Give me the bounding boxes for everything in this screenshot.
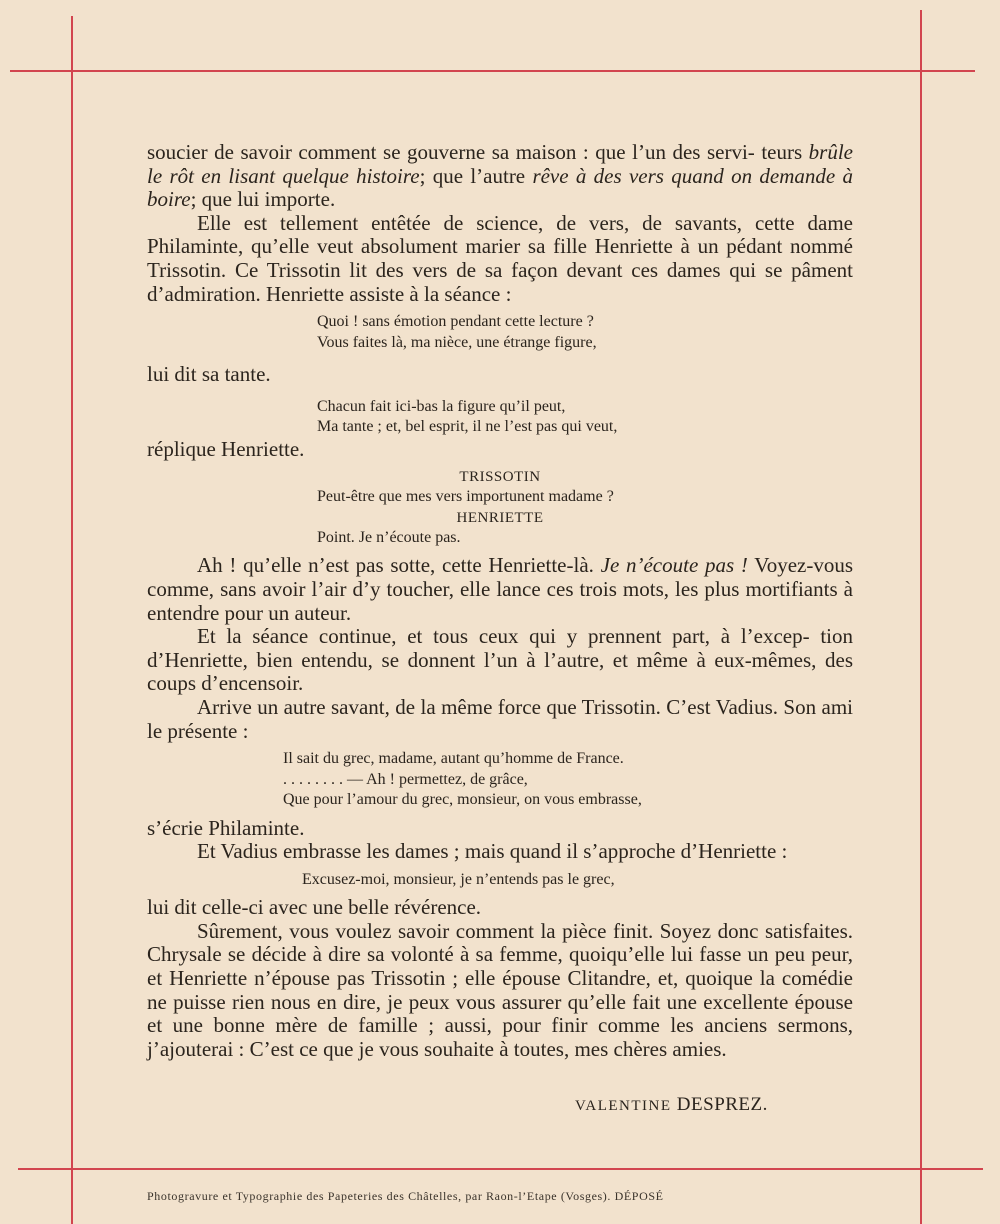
left-rule xyxy=(71,16,73,1224)
verse-line: Point. Je n’écoute pas. xyxy=(317,528,461,546)
verse-line: Ma tante ; et, bel esprit, il ne l’est pas qui veut, xyxy=(317,418,618,436)
paragraph-1: soucier de savoir comment se gouverne sa maison : que l’un des servi- teurs brûle le rôt en lisant quelque histoire; que l’autre rêve à des vers quand on demande à boire; que lui importe. xyxy=(147,140,854,212)
author-last-name: DESPREZ. xyxy=(676,1094,768,1115)
verse-line: Que pour l’amour du grec, monsieur, on vous embrasse, xyxy=(283,791,642,809)
author-signature xyxy=(575,1094,768,1116)
verse-line: . . . . . . . . — Ah ! permettez, de grâce, xyxy=(283,770,528,788)
author-first-name: VALENTINE xyxy=(575,1098,672,1114)
right-rule xyxy=(920,10,922,1224)
verse-line: Vous faites là, ma nièce, une étrange figure, xyxy=(317,333,597,351)
paragraph-10: lui dit celle-ci avec une belle révérence. xyxy=(147,895,482,920)
paragraph-9: Et Vadius embrasse les dames ; mais quand il s’approche d’Henriette : xyxy=(197,839,788,864)
paragraph-8: s’écrie Philaminte. xyxy=(147,815,305,840)
speaker-name: TRISSOTIN xyxy=(459,469,541,486)
paragraph-7: Arrive un autre savant, de la même force que Trissotin. C’est Vadius. Son ami le présente : xyxy=(147,694,853,743)
bottom-rule xyxy=(18,1168,983,1170)
printer-footer: Photogravure et Typographie des Papeteries des Châtelles, par Raon-l’Etape (Vosges). DÉPOSÉ xyxy=(147,1189,664,1203)
paragraph-3: lui dit sa tante. xyxy=(147,362,271,387)
verse-line: Excusez-moi, monsieur, je n’entends pas le grec, xyxy=(302,870,615,888)
verse-line: Quoi ! sans émotion pendant cette lecture ? xyxy=(317,313,594,331)
paragraph-5: Ah ! qu’elle n’est pas sotte, cette Henriette-là. Je n’écoute pas ! Voyez-vous comme, sans avoir l’air d’y toucher, elle lance ces trois mots, les plus mortifiants à entendre pour un auteur. xyxy=(147,553,853,625)
paragraph-6: Et la séance continue, et tous ceux qui y prennent part, à l’excep- tion d’Henriette, bien entendu, se donnent l’un à l’autre, et même à eux-mêmes, des coups d’encensoir. xyxy=(147,624,853,696)
paragraph-2: Elle est tellement entêtée de science, de vers, de savants, cette dame Philaminte, qu’elle veut absolument marier sa fille Henriette à un pédant nommé Trissotin. Ce Trissotin lit des vers de sa façon devant ces dames qui se pâment d’admiration. Henriette assiste à la séance : xyxy=(147,210,853,306)
article-body xyxy=(147,141,853,1061)
paragraph-11: Sûrement, vous voulez savoir comment la pièce finit. Soyez donc satisfaites. Chrysale se décide à dire sa volonté à sa femme, quoiqu’elle lui fasse un peu peur, et Henriette n’épouse pas Trissotin ; elle épouse Clitandre, et, quoique la comédie ne puisse rien nous en dire, je peux vous assurer qu’elle fait une excellente épouse et une bonne mère de famille ; aussi, pour finir comme les anciens sermons, j’ajouterai : C’est ce que je vous souhaite à toutes, mes chères amies. xyxy=(147,918,853,1061)
speaker-name: HENRIETTE xyxy=(456,509,544,526)
paragraph-4: réplique Henriette. xyxy=(147,436,305,461)
top-rule xyxy=(10,70,975,72)
verse-line: Il sait du grec, madame, autant qu’homme de France. xyxy=(283,750,624,768)
verse-line: Peut-être que mes vers importunent madame ? xyxy=(317,488,614,506)
verse-line: Chacun fait ici-bas la figure qu’il peut, xyxy=(317,397,566,415)
